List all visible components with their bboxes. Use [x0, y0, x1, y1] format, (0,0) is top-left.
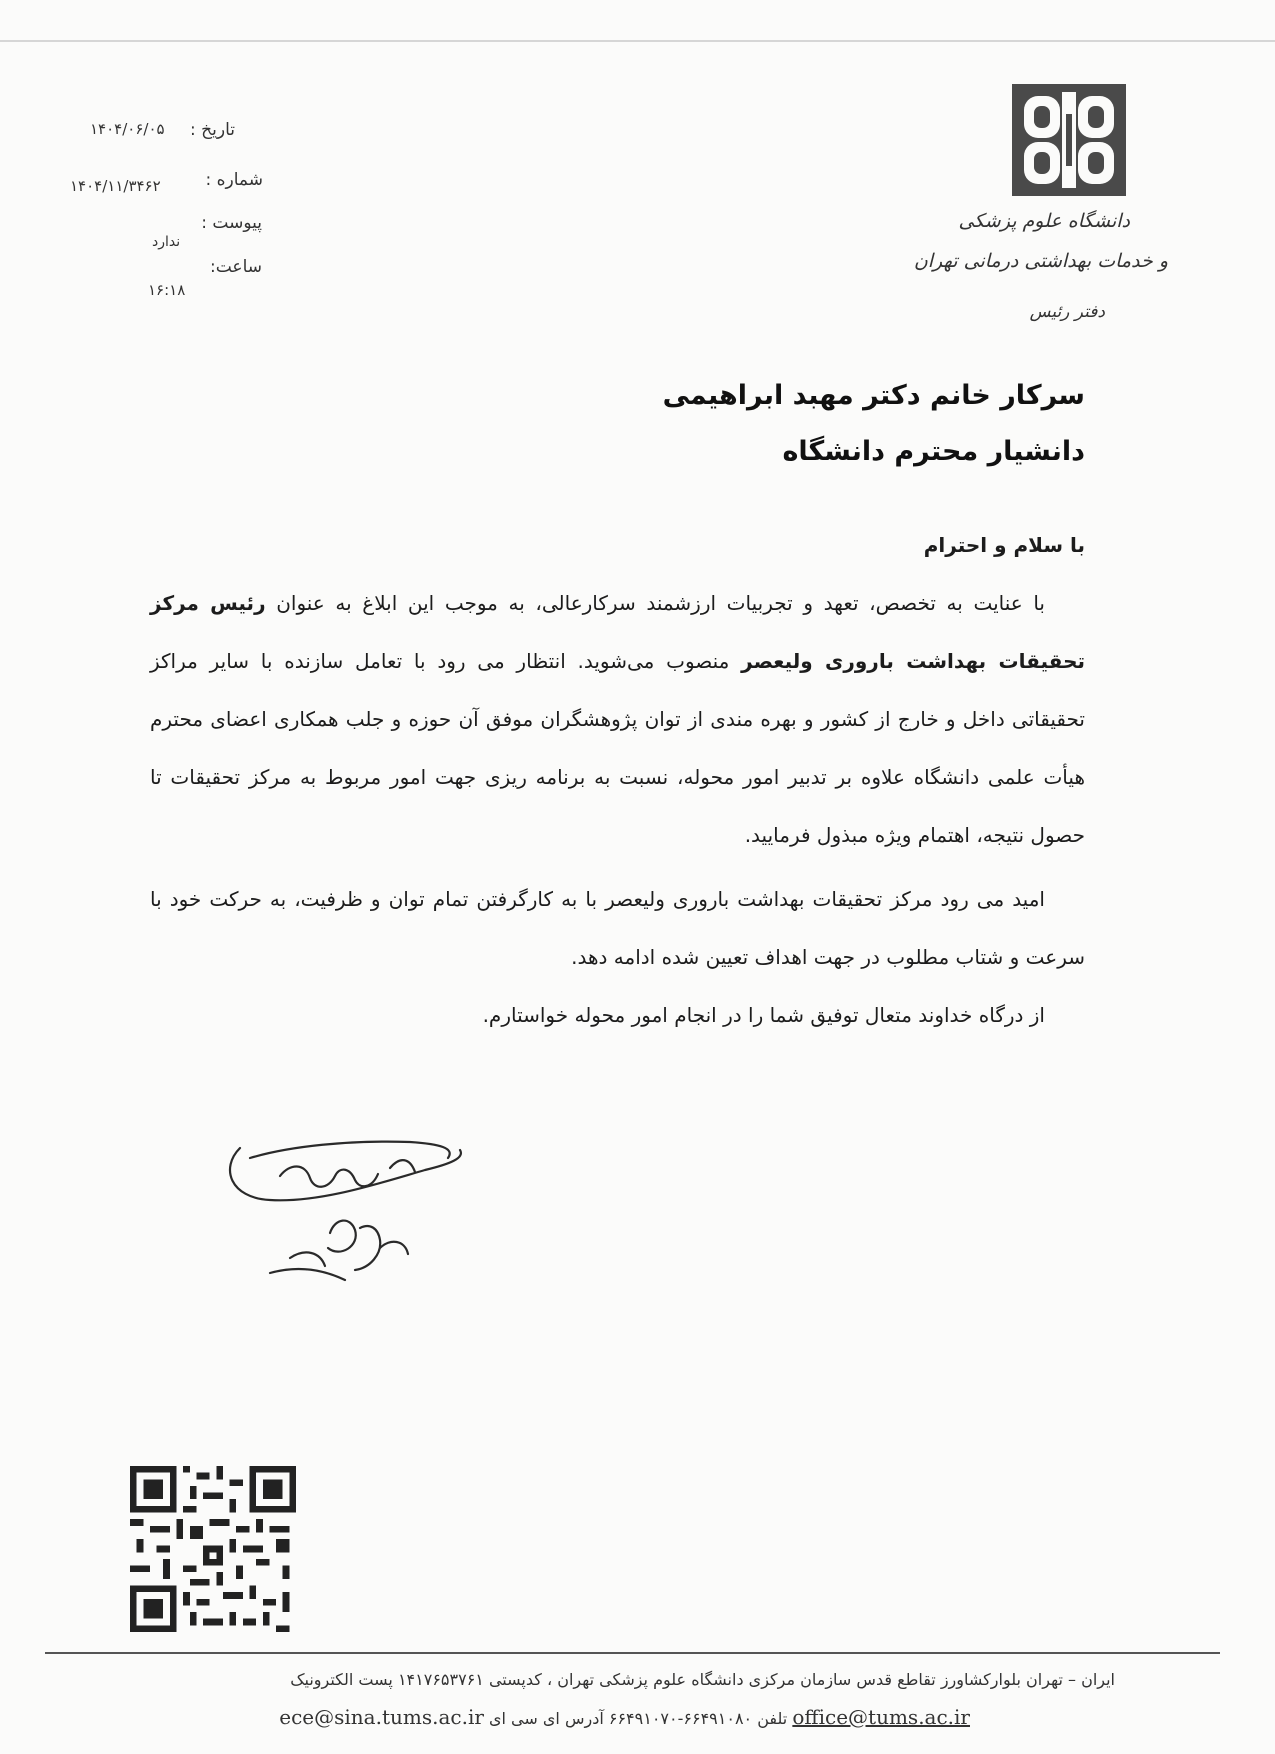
date-label: تاریخ : [190, 120, 235, 140]
footer-address: ایران – تهران بلوارکشاورز تقاطع قدس سازمان مرکزی دانشگاه علوم پزشکی تهران ، کدپستی ۱۴۱۷۶۵۳۷۶۱ پست الکترونیک [290, 1670, 1115, 1689]
qr-code [130, 1466, 296, 1632]
footer-divider [45, 1652, 1220, 1654]
footer-contacts [279, 1705, 970, 1729]
org-name-line2: و خدمات بهداشتی درمانی تهران [913, 250, 1168, 272]
phone-label: تلفن [757, 1709, 788, 1728]
time-label: ساعت: [210, 257, 262, 277]
attachment-label: پیوست : [201, 213, 262, 233]
number-value: ۱۴۰۴/۱۱/۳۴۶۲ [70, 177, 161, 195]
date-value: ۱۴۰۴/۰۶/۰۵ [90, 120, 165, 138]
addressee-title: دانشیار محترم دانشگاه [782, 436, 1085, 467]
org-name-line1: دانشگاه علوم پزشکی [958, 210, 1130, 232]
addressee-name: سرکار خانم دکتر مهبد ابراهیمی [662, 380, 1085, 411]
paragraph-2: امید می رود مرکز تحقیقات بهداشت باروری ولیعصر با به کارگرفتن تمام توان و ظرفیت، به حرکت خود با سرعت و شتاب مطلوب در جهت اهداف تعیین شده ادامه دهد. [150, 887, 1085, 969]
time-value: ۱۶:۱۸ [148, 281, 186, 299]
number-label: شماره : [205, 170, 263, 190]
handwritten-signature [210, 1128, 480, 1293]
attachment-value: ندارد [152, 234, 181, 250]
office-email-link[interactable]: office@tums.ac.ir [792, 1705, 970, 1729]
paragraph-1: با عنایت به تخصص، تعهد و تجربیات ارزشمند سرکارعالی، به موجب این ابلاغ به عنوان رئیس مرکز تحقیقات بهداشت باروری ولیعصر منصوب می‌شوید. انتظار می رود با تعامل سازنده با سایر مراکز تحقیقاتی داخل و خارج از کشور و بهره مندی از توان پژوهشگران موفق آن حوزه و جلب همکاری اعضای محترم هیأت علمی دانشگاه علاوه بر تدبیر امور محوله، نسبت به برنامه ریزی جهت امور مربوط به مرکز تحقیقات تا حصول نتیجه، اهتمام ویژه مبذول فرمایید. [150, 591, 1085, 847]
letter-body [150, 574, 1085, 1044]
phone-number: ۶۶۴۹۱۰۸۰-۶۶۴۹۱۰۷۰ [608, 1709, 753, 1728]
paragraph-3: از درگاه خداوند متعال توفیق شما را در انجام امور محوله خواستارم. [482, 1003, 1045, 1027]
greeting: با سلام و احترام [923, 533, 1085, 557]
ece-email-link[interactable]: ece@sina.tums.ac.ir [279, 1705, 484, 1729]
university-logo [1012, 84, 1126, 196]
ece-label: آدرس ای سی ای [489, 1709, 604, 1728]
scan-top-edge [0, 40, 1275, 42]
org-office: دفتر رئیس [1029, 302, 1105, 322]
appointment-title: رئیس مرکز تحقیقات بهداشت باروری ولیعصر [150, 591, 1085, 673]
